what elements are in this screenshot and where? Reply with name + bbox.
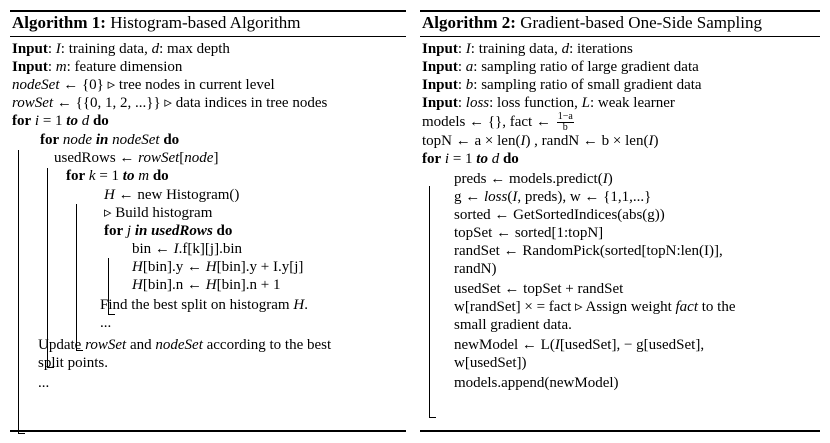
code-token: w[randSet] × = fact ▹ Assign weight xyxy=(454,299,676,315)
pseudocode-line xyxy=(54,149,218,167)
code-token: usedSet ← topSet + randSet xyxy=(454,281,624,297)
code-token: rowSet xyxy=(12,95,54,111)
code-token: [ xyxy=(179,150,185,166)
code-token: Input xyxy=(12,41,48,57)
code-token: i xyxy=(34,113,40,129)
code-token: Input xyxy=(422,95,458,111)
fraction-denominator: b xyxy=(562,122,568,133)
code-token: H xyxy=(205,259,217,275)
pseudocode-line xyxy=(100,314,111,332)
pseudocode-line xyxy=(454,354,526,372)
code-token: : xyxy=(457,41,466,57)
code-token: sorted ← GetSortedIndices(abs(g)) xyxy=(454,207,665,223)
algorithm-1-title: Algorithm 1: Histogram-based Algorithm xyxy=(12,13,301,32)
title-rule xyxy=(420,36,820,37)
pseudocode-line xyxy=(38,374,49,392)
code-token: do xyxy=(92,113,109,129)
pseudocode-line xyxy=(104,222,232,240)
pseudocode-line xyxy=(422,76,702,94)
code-token: Update xyxy=(38,337,86,353)
pseudocode-line xyxy=(40,131,179,149)
code-token: i xyxy=(444,151,450,167)
code-token: loss xyxy=(484,189,508,205)
code-token: = 1 xyxy=(95,168,123,184)
code-token: ) , randN ← b × len( xyxy=(525,133,649,149)
code-token: [bin].y + I.y[j] xyxy=(216,259,304,275)
code-token: : xyxy=(47,41,56,57)
code-token: Input xyxy=(12,59,48,75)
code-token: : training data, xyxy=(470,41,562,57)
code-token: [bin].n ← xyxy=(142,277,206,293)
pseudocode-line xyxy=(132,240,242,258)
code-token: : sampling ratio of large gradient data xyxy=(473,59,699,75)
code-token: split points. xyxy=(38,355,109,371)
pseudocode-line xyxy=(12,94,327,112)
code-token: : sampling ratio of small gradient data xyxy=(473,77,702,93)
pseudocode-line xyxy=(132,258,303,276)
code-token: : loss function, xyxy=(489,95,582,111)
top-rule xyxy=(420,10,820,12)
code-token: nodeSet xyxy=(12,77,60,93)
code-token: w[usedSet]) xyxy=(454,355,527,371)
code-token: : xyxy=(47,59,56,75)
code-token: usedRows xyxy=(151,223,213,239)
code-token: : training data, xyxy=(60,41,152,57)
pseudocode-line xyxy=(454,374,619,392)
pseudocode-line xyxy=(422,40,633,58)
code-token: I xyxy=(648,133,654,149)
pseudocode-line xyxy=(454,316,572,334)
code-token: : feature dimension xyxy=(66,59,183,75)
code-token: for xyxy=(40,132,60,148)
pseudocode-line xyxy=(454,260,496,278)
pseudocode-line xyxy=(132,276,280,294)
code-token: d xyxy=(561,41,570,57)
pseudocode-line xyxy=(422,132,658,150)
code-token: d xyxy=(81,113,90,129)
code-token: models.append(newModel) xyxy=(454,375,619,391)
code-token: randN) xyxy=(454,261,497,277)
code-token: ← new Histogram() xyxy=(114,187,240,203)
code-token: randSet ← RandomPick(sorted[topN:len(I)], xyxy=(454,243,723,259)
pseudocode-line xyxy=(104,186,239,204)
pseudocode-line xyxy=(104,204,212,222)
code-token: in xyxy=(95,132,109,148)
code-token: preds ← models.predict( xyxy=(454,171,603,187)
pseudocode-line xyxy=(422,94,675,112)
code-token: to xyxy=(476,151,488,167)
code-token: H xyxy=(132,277,143,293)
code-token: j xyxy=(126,223,132,239)
for-i-guide xyxy=(18,150,25,434)
code-token: bin ← xyxy=(132,241,174,257)
algorithm-2-title: Algorithm 2: Gradient-based One-Side Sampling xyxy=(422,13,762,32)
top-rule xyxy=(10,10,406,12)
code-token: . xyxy=(304,297,308,313)
pseudocode-line xyxy=(454,298,736,316)
code-token: ▹ Build histogram xyxy=(104,205,213,221)
for-i-guide xyxy=(429,186,436,418)
code-token: ] xyxy=(213,150,219,166)
code-token: : xyxy=(457,59,466,75)
code-token: for xyxy=(66,168,86,184)
code-token: Input xyxy=(422,59,458,75)
code-token: loss xyxy=(465,95,490,111)
code-token: d xyxy=(151,41,160,57)
pseudocode-line xyxy=(454,188,651,206)
code-token: ) xyxy=(653,133,659,149)
code-token: I xyxy=(602,171,608,187)
pseudocode-line xyxy=(38,354,108,372)
for-k-guide xyxy=(76,204,83,351)
pseudocode-line xyxy=(100,296,308,314)
code-token: ( xyxy=(507,189,513,205)
code-token: fact xyxy=(675,299,698,315)
code-token: H xyxy=(293,297,305,313)
code-token: do xyxy=(163,132,180,148)
code-token: I xyxy=(173,241,179,257)
code-token: m xyxy=(138,168,150,184)
code-token: : max depth xyxy=(159,41,230,57)
code-token: do xyxy=(152,168,169,184)
code-token: do xyxy=(502,151,519,167)
code-token: H xyxy=(104,187,115,203)
code-token: : xyxy=(457,95,466,111)
code-token: node xyxy=(62,132,93,148)
pseudocode-line xyxy=(454,170,613,188)
code-token: for xyxy=(104,223,124,239)
code-token: : xyxy=(457,77,466,93)
code-token: to the xyxy=(698,299,736,315)
code-token: I xyxy=(465,41,471,57)
code-token: ... xyxy=(38,375,50,391)
code-token: I xyxy=(512,189,518,205)
code-token: H xyxy=(205,277,217,293)
code-token: nodeSet xyxy=(155,337,203,353)
code-token: d xyxy=(491,151,500,167)
code-token: ... xyxy=(100,315,112,331)
pseudocode-line xyxy=(422,112,576,133)
code-token: , preds), w ← {1,1,...} xyxy=(517,189,652,205)
code-token: b xyxy=(465,77,474,93)
pseudocode-line xyxy=(12,112,109,130)
code-token: m xyxy=(55,59,67,75)
code-token: I xyxy=(520,133,526,149)
code-token: rowSet xyxy=(138,150,180,166)
pseudocode-line xyxy=(422,58,699,76)
code-token: : weak learner xyxy=(589,95,675,111)
code-token: for xyxy=(422,151,442,167)
pseudocode-line xyxy=(422,150,519,168)
code-token: node xyxy=(184,150,214,166)
code-token: L xyxy=(581,95,590,111)
pseudocode-line xyxy=(454,242,723,260)
code-token: for xyxy=(12,113,32,129)
code-token: and xyxy=(126,337,156,353)
code-token: ← {0} ▹ tree nodes in current level xyxy=(59,77,275,93)
code-token: Input xyxy=(422,41,458,57)
code-token: k xyxy=(88,168,96,184)
bottom-rule xyxy=(10,430,406,432)
code-token: a xyxy=(465,59,474,75)
code-token: nodeSet xyxy=(112,132,160,148)
fraction xyxy=(557,112,574,133)
code-token: [bin].n + 1 xyxy=(216,277,281,293)
code-token: newModel ← L( xyxy=(454,337,555,353)
pseudocode-line xyxy=(66,167,169,185)
code-token: H xyxy=(132,259,143,275)
code-token: Input xyxy=(422,77,458,93)
code-token: ← {{0, 1, 2, ...}} ▹ data indices in tree nodes xyxy=(53,95,328,111)
code-token: [bin].y ← xyxy=(142,259,206,275)
code-token: [usedSet], − g[usedSet], xyxy=(559,337,705,353)
pseudocode-line xyxy=(38,336,331,354)
code-token: topN ← a × len( xyxy=(422,133,521,149)
code-token: = 1 xyxy=(449,151,477,167)
code-token: g ← xyxy=(454,189,484,205)
code-token: in xyxy=(134,223,148,239)
code-token: according to the best xyxy=(202,337,332,353)
code-token: I xyxy=(55,41,61,57)
code-token: : iterations xyxy=(569,41,633,57)
code-token: do xyxy=(216,223,233,239)
code-token: Find the best split on histogram xyxy=(100,297,294,313)
pseudocode-line xyxy=(454,280,623,298)
code-token: small gradient data. xyxy=(454,317,572,333)
pseudocode-line xyxy=(454,336,704,354)
code-token: models ← {}, fact ← xyxy=(422,113,555,130)
pseudocode-line xyxy=(454,224,603,242)
code-token: = 1 xyxy=(39,113,67,129)
bottom-rule xyxy=(420,430,820,432)
title-rule xyxy=(10,36,406,37)
code-token: to xyxy=(66,113,78,129)
fraction-numerator: 1−a xyxy=(557,111,573,122)
pseudocode-line xyxy=(12,76,275,94)
code-token: I xyxy=(554,337,560,353)
pseudocode-line xyxy=(454,206,665,224)
code-token: topSet ← sorted[1:topN] xyxy=(454,225,604,241)
code-token: to xyxy=(122,168,135,184)
code-token: .f[k][j].bin xyxy=(178,241,242,257)
pseudocode-line xyxy=(12,58,182,76)
code-token: ) xyxy=(607,171,613,187)
code-token: rowSet xyxy=(85,337,127,353)
pseudocode-line xyxy=(12,40,230,58)
code-token: usedRows ← xyxy=(54,150,139,166)
